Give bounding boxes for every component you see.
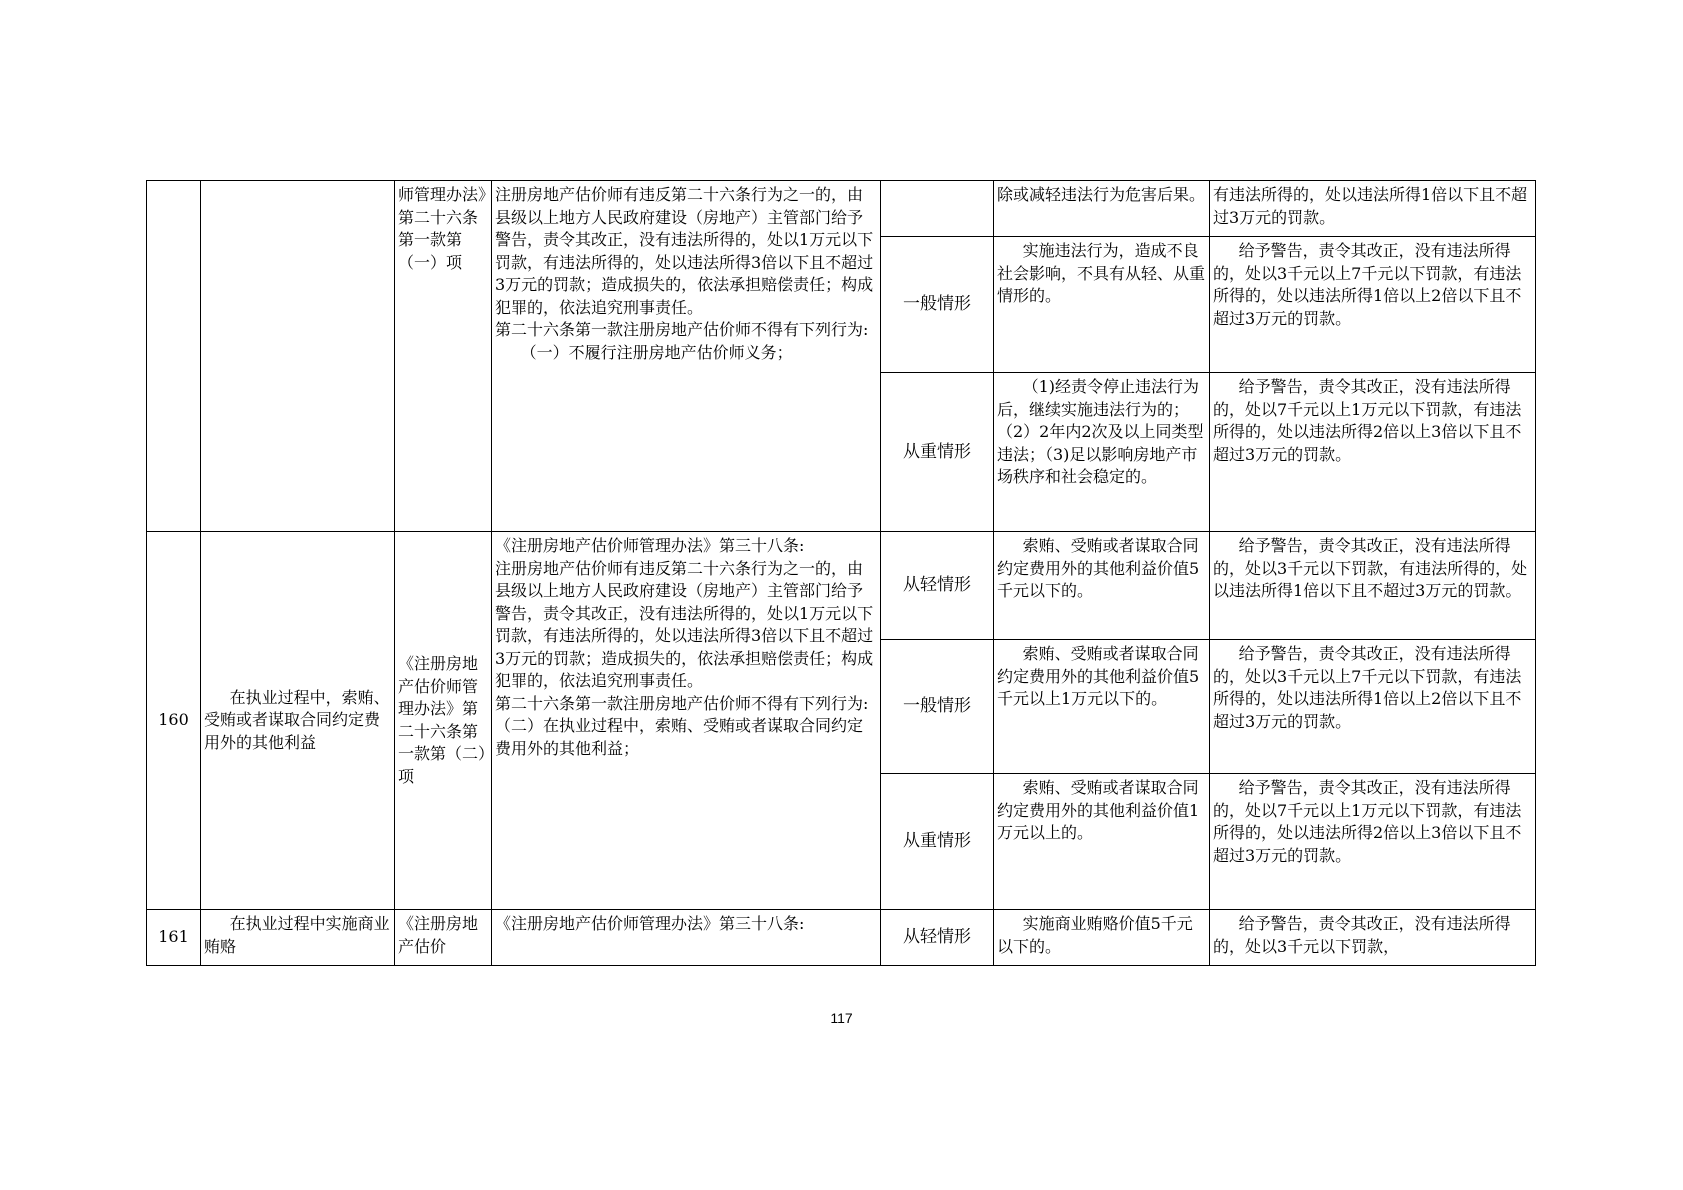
discretion-category: 从重情形 [881,774,994,910]
penalty-provision [492,532,881,910]
violation-behavior: 在执业过程中，索贿、受贿或者谋取合同约定费用外的其他利益 [201,532,395,910]
penalty-provision [492,181,881,532]
item-number [147,181,201,532]
discretion-category: 从轻情形 [881,532,994,640]
discretion-category: 一般情形 [881,640,994,774]
provision-line: 注册房地产估价师有违反第二十六条行为之一的，由县级以上地方人民政府建设（房地产）主管部门给予警告，责令其改正，没有违法所得的，处以1万元以下罚款，有违法所得的，处以违法所得3倍以下且不超过3万元的罚款；造成损失的，依法承担赔偿责任；构成犯罪的，依法追究刑事责任。 [495,185,874,317]
legal-basis: 《注册房地产估价师管理办法》第二十六条第一款第（二）项 [395,532,492,910]
discretion-condition: （1)经责令停止违法行为后，继续实施违法行为的；（2）2年内2次及以上同类型违法；（3)足以影响房地产市场秩序和社会稳定的。 [994,373,1210,532]
legal-basis: 《注册房地产估价 [395,910,492,966]
violation-behavior [201,181,395,532]
discretion-category: 从轻情形 [881,910,994,966]
provision-line: 《注册房地产估价师管理办法》第三十八条: [495,536,805,555]
discretion-condition: 索贿、受贿或者谋取合同约定费用外的其他利益价值5千元以下的。 [994,532,1210,640]
item-number: 160 [147,532,201,910]
discretion-penalty: 给予警告，责令其改正，没有违法所得的，处以3千元以下罚款， [1210,910,1536,966]
discretion-penalty: 有违法所得的，处以违法所得1倍以下且不超过3万元的罚款。 [1210,181,1536,237]
page-number: 117 [830,1010,853,1026]
discretion-condition: 索贿、受贿或者谋取合同约定费用外的其他利益价值1万元以上的。 [994,774,1210,910]
legal-basis: 师管理办法》第二十六条第一款第（一）项 [395,181,492,532]
discretion-condition: 索贿、受贿或者谋取合同约定费用外的其他利益价值5千元以上1万元以下的。 [994,640,1210,774]
provision-line: （二）在执业过程中，索贿、受贿或者谋取合同约定费用外的其他利益； [495,716,864,758]
discretion-penalty: 给予警告，责令其改正，没有违法所得的，处以3千元以上7千元以下罚款，有违法所得的，处以违法所得1倍以上2倍以下且不超过3万元的罚款。 [1210,237,1536,373]
table-row [147,181,1536,237]
table-row [147,532,1536,640]
discretion-category [881,181,994,237]
discretion-category: 一般情形 [881,237,994,373]
provision-line: （一）不履行注册房地产估价师义务； [520,342,793,362]
discretion-condition: 实施商业贿赂价值5千元以下的。 [994,910,1210,966]
discretion-condition: 实施违法行为，造成不良社会影响，不具有从轻、从重情形的。 [994,237,1210,373]
discretion-penalty: 给予警告，责令其改正，没有违法所得的，处以7千元以上1万元以下罚款，有违法所得的，处以违法所得2倍以上3倍以下且不超过3万元的罚款。 [1210,373,1536,532]
violation-behavior: 在执业过程中实施商业贿赂 [201,910,395,966]
provision-line: 注册房地产估价师有违反第二十六条行为之一的，由县级以上地方人民政府建设（房地产）主管部门给予警告，责令其改正，没有违法所得的，处以1万元以下罚款，有违法所得的，处以违法所得3倍以下且不超过3万元的罚款；造成损失的，依法承担赔偿责任；构成犯罪的，依法追究刑事责任。 [495,558,874,690]
provision-line: 第二十六条第一款注册房地产估价师不得有下列行为: [495,693,869,713]
discretion-penalty: 给予警告，责令其改正，没有违法所得的，处以3千元以下罚款，有违法所得的，处以违法所得1倍以下且不超过3万元的罚款。 [1210,532,1536,640]
discretion-category: 从重情形 [881,373,994,532]
discretion-penalty: 给予警告，责令其改正，没有违法所得的，处以7千元以上1万元以下罚款，有违法所得的，处以违法所得2倍以上3倍以下且不超过3万元的罚款。 [1210,774,1536,910]
provision-line: 《注册房地产估价师管理办法》第三十八条: [495,914,805,933]
table-row [147,910,1536,966]
item-number: 161 [147,910,201,966]
discretion-condition: 除或减轻违法行为危害后果。 [994,181,1210,237]
penalty-provision [492,910,881,966]
provision-line: 第二十六条第一款注册房地产估价师不得有下列行为: [495,320,869,339]
penalty-standards-table [146,180,1536,966]
discretion-penalty: 给予警告，责令其改正，没有违法所得的，处以3千元以上7千元以下罚款，有违法所得的，处以违法所得1倍以上2倍以下且不超过3万元的罚款。 [1210,640,1536,774]
